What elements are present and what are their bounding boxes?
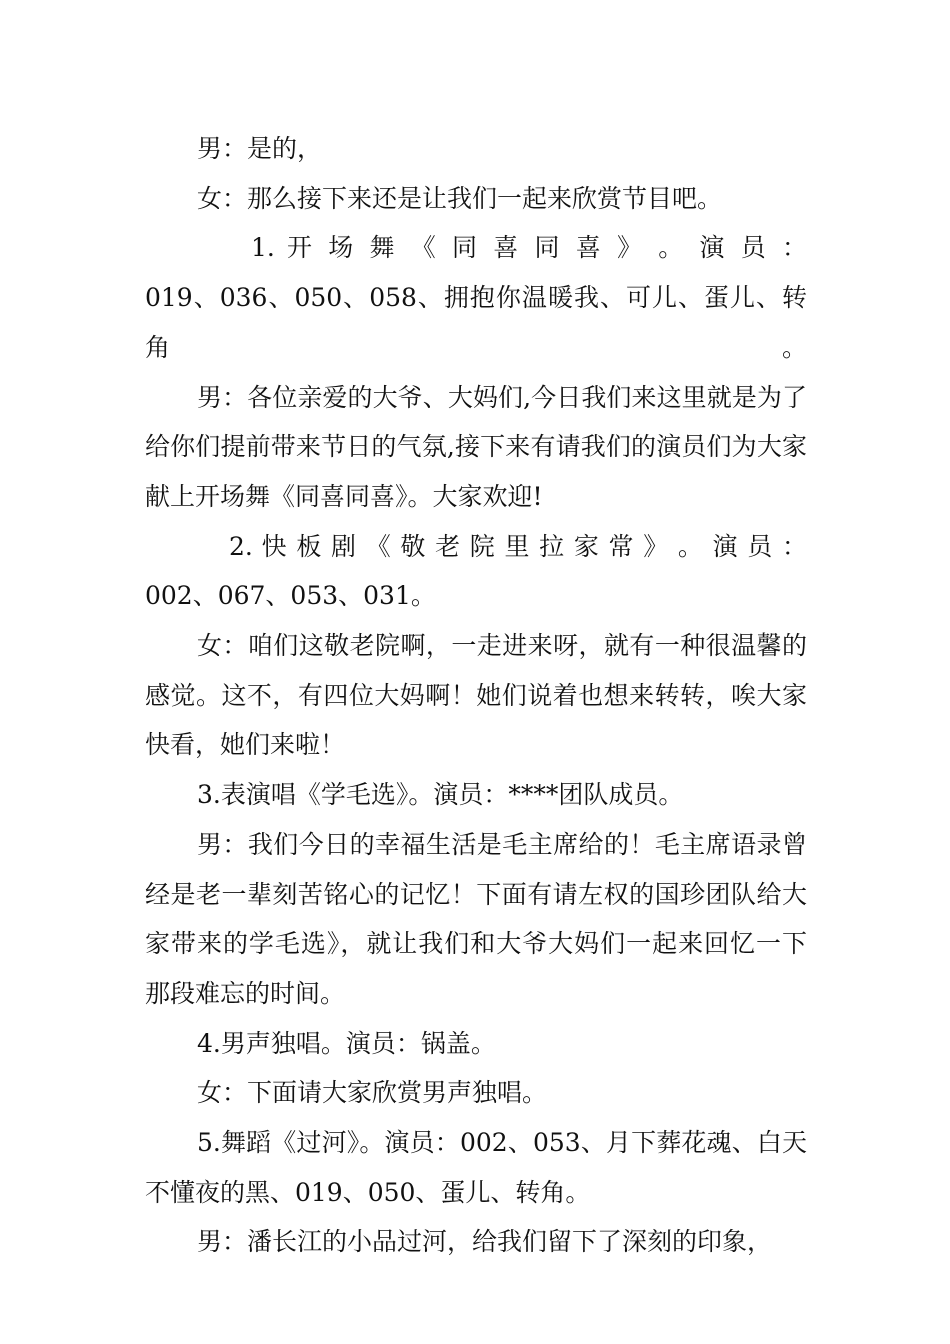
paragraph-male-yes: 男：是的， (197, 134, 323, 163)
program-item-5: 5.舞蹈《过河》。演员：002、053、月下葬花魂、白天不懂夜的黑、019、050、蛋儿、转角。 (145, 1128, 807, 1207)
program-item-1-title: 1. 开 场 舞 《 同 喜 同 喜 》 。 演 员 ： (251, 233, 807, 263)
program-item-1-performers: 019、036、050、058、拥抱你温暖我、可儿、蛋儿、转角。 (145, 283, 807, 362)
paragraph-female-nursing-home: 女：咱们这敬老院啊，一走进来呀，就有一种很温馨的感觉。这不，有四位大妈啊！她们说着也想来转转，唉大家快看，她们来啦！ (145, 631, 807, 760)
program-item-1 (145, 223, 807, 372)
paragraph-female-intro: 女：那么接下来还是让我们一起来欣赏节目吧。 (197, 183, 723, 213)
paragraph-female-solo: 女：下面请大家欣赏男声独唱。 (197, 1078, 548, 1108)
program-item-2-title: 2. 快 板 剧 《 敬 老 院 里 拉 家 常 》 。 演 员 ： (229, 531, 807, 561)
program-item-4: 4.男声独唱。演员：锅盖。 (197, 1028, 496, 1058)
program-item-2-performers: 002、067、053、031。 (145, 581, 436, 611)
program-item-2 (145, 522, 807, 621)
paragraph-male-pan: 男：潘长江的小品过河，给我们留下了深刻的印象， (197, 1227, 773, 1257)
program-item-3: 3.表演唱《学毛选》。演员：****团队成员。 (197, 780, 684, 810)
document-body (145, 124, 807, 1267)
paragraph-male-opening: 男：各位亲爱的大爷、大妈们,今日我们来这里就是为了给你们提前带来节日的气氛,接下来有请我们的演员们为大家献上开场舞《同喜同喜》。大家欢迎! (145, 382, 807, 511)
paragraph-male-mao: 男：我们今日的幸福生活是毛主席给的！毛主席语录曾经是老一辈刻苦铭心的记忆！下面有请左权的国珍团队给大家带来的学毛选》，就让我们和大爷大妈们一起来回忆一下那段难忘的时间。 (145, 829, 807, 1008)
